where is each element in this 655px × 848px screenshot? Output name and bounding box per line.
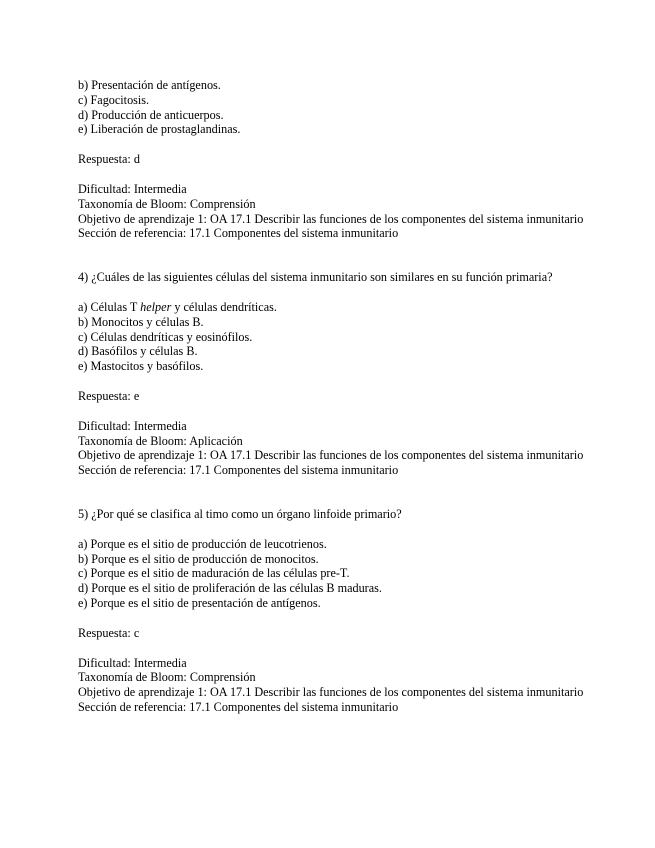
option-e: e) Liberación de prostaglandinas.: [78, 122, 241, 137]
option-c: c) Fagocitosis.: [78, 92, 150, 107]
answer: Respuesta: c: [78, 625, 140, 640]
bloom-taxonomy: Taxonomía de Bloom: Comprensión: [78, 670, 256, 685]
question-3-continued: [78, 78, 618, 241]
option-b: b) Presentación de antígenos.: [78, 78, 221, 92]
document-page: [78, 78, 618, 715]
reference-section: Sección de referencia: 17.1 Componentes del sistema inmunitario: [78, 226, 399, 241]
option-a-prefix: a) Células T: [78, 299, 141, 314]
bloom-taxonomy: Taxonomía de Bloom: Comprensión: [78, 196, 256, 211]
option-c: c) Células dendríticas y eosinófilos.: [78, 329, 253, 344]
learning-objective: Objetivo de aprendizaje 1: OA 17.1 Describir las funciones de los componentes del sistema inmunitario: [78, 211, 584, 226]
difficulty: Dificultad: Intermedia: [78, 418, 187, 433]
option-a: [78, 300, 618, 315]
option-b: b) Monocitos y células B.: [78, 314, 204, 329]
option-e: e) Mastocitos y basófilos.: [78, 359, 204, 374]
reference-section: Sección de referencia: 17.1 Componentes del sistema inmunitario: [78, 463, 399, 478]
question-5: [78, 507, 618, 715]
difficulty: Dificultad: Intermedia: [78, 181, 187, 196]
question-text: 4) ¿Cuáles de las siguientes células del sistema inmunitario son similares en su función primaria?: [78, 270, 553, 285]
option-c: c) Porque es el sitio de maduración de las células pre-T.: [78, 566, 350, 581]
bloom-taxonomy: Taxonomía de Bloom: Aplicación: [78, 433, 243, 448]
learning-objective: Objetivo de aprendizaje 1: OA 17.1 Describir las funciones de los componentes del sistema inmunitario: [78, 685, 584, 700]
option-e: e) Porque es el sitio de presentación de antígenos.: [78, 595, 321, 610]
difficulty: Dificultad: Intermedia: [78, 655, 187, 670]
question-text: 5) ¿Por qué se clasifica al timo como un órgano linfoide primario?: [78, 506, 402, 521]
option-a-italic: helper: [140, 299, 172, 314]
option-d: d) Basófilos y células B.: [78, 344, 198, 359]
option-b: b) Porque es el sitio de producción de monocitos.: [78, 551, 319, 566]
option-a: a) Porque es el sitio de producción de leucotrienos.: [78, 536, 327, 551]
reference-section: Sección de referencia: 17.1 Componentes del sistema inmunitario: [78, 699, 399, 714]
answer: Respuesta: e: [78, 388, 140, 403]
answer: Respuesta: d: [78, 152, 140, 167]
option-d: d) Producción de anticuerpos.: [78, 107, 224, 122]
option-d: d) Porque es el sitio de proliferación de las células B maduras.: [78, 581, 382, 596]
question-4: [78, 270, 618, 478]
option-a-suffix: y células dendríticas.: [171, 299, 277, 314]
learning-objective: Objetivo de aprendizaje 1: OA 17.1 Describir las funciones de los componentes del sistema inmunitario: [78, 448, 584, 463]
